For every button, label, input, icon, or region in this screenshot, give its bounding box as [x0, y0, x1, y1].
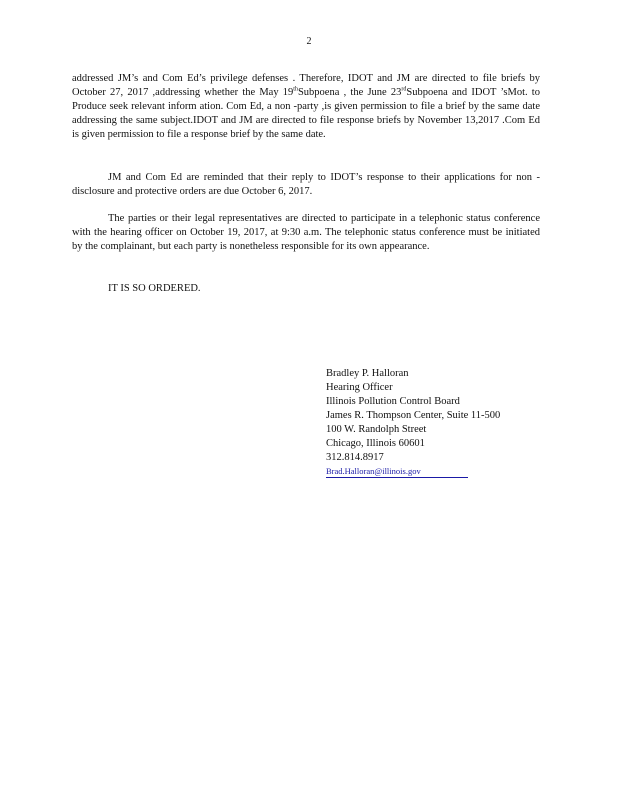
signature-address-line-1: James R. Thompson Center, Suite 11-500	[326, 410, 501, 421]
paragraph-reminder: JM and Com Ed are reminded that their reply to IDOT’s response to their applications for non -disclosure and protective orders are due October 6, 2017.	[72, 172, 540, 197]
paragraph-briefs-part-c: Subpoena and IDOT ’sMot. to Produce seek relevant inform ation. Com Ed, a non -party ,is given permission to file a brief by the same date addressing the same subject.IDOT and JM are directed to file response briefs by November 13,2017 .Com Ed is given permission to file a response brief by the same date.	[72, 87, 540, 140]
signature-name: Bradley P. Halloran	[326, 368, 409, 379]
paragraph-ordered: IT IS SO ORDERED.	[108, 283, 201, 294]
superscript-rd: rd	[401, 86, 407, 93]
paragraph-briefs	[72, 72, 540, 142]
page-number: 2	[306, 36, 312, 47]
paragraph-briefs-part-b: Subpoena , the June 23	[297, 87, 402, 98]
superscript-th: th	[293, 86, 298, 93]
paragraph-status-conference: The parties or their legal representatives are directed to participate in a telephonic status conference with the hearing officer on October 19, 2017, at 9:30 a.m. The telephonic status conference must be initiated by the complainant, but each party is nonetheless responsible for its own appearance.	[72, 213, 540, 252]
signature-title: Hearing Officer	[326, 382, 393, 393]
signature-city: Chicago, Illinois 60601	[326, 438, 425, 449]
signature-phone: 312.814.8917	[326, 452, 384, 463]
paragraph-briefs-part-a: addressed JM’s and Com Ed’s privilege defenses . Therefore, IDOT and JM are directed to file briefs by October 27, 2017 ,addressing whether the May 19	[72, 73, 540, 98]
signature-address-line-2: 100 W. Randolph Street	[326, 424, 427, 435]
signature-block	[326, 367, 500, 479]
signature-org: Illinois Pollution Control Board	[326, 396, 460, 407]
signature-email-link[interactable]: Brad.Halloran@illinois.gov	[326, 466, 468, 478]
